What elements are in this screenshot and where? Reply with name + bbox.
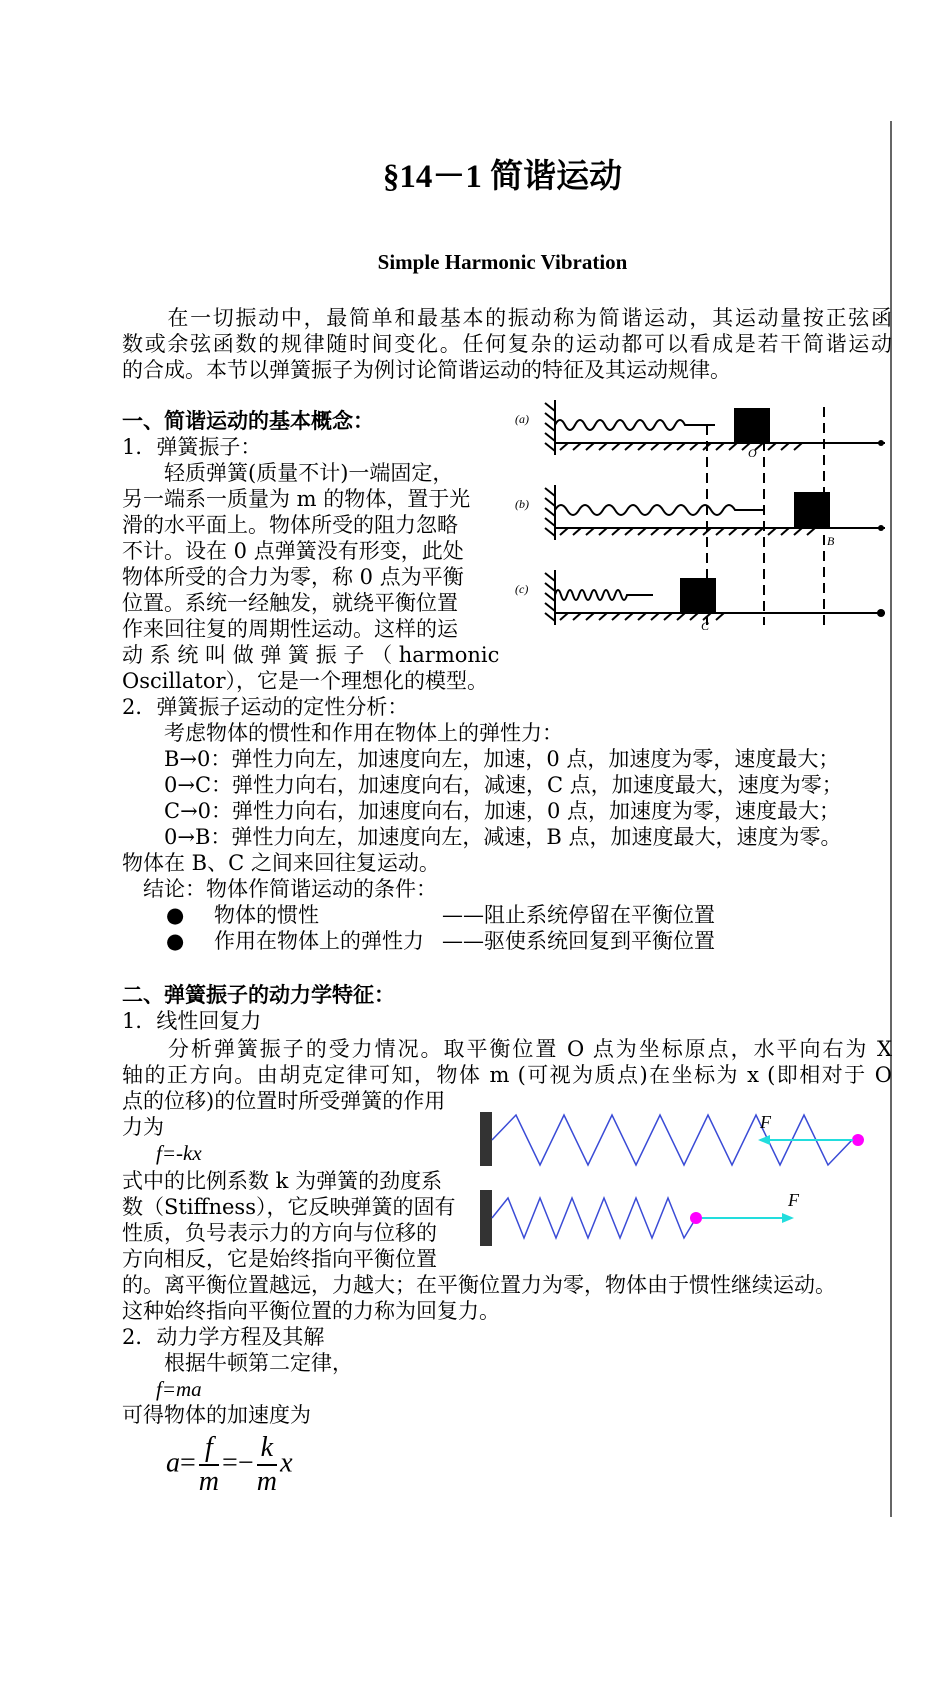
- analysis-line: 0→C：弹性力向右，加速度向右，减速，C 点，加速度最大，速度为零；: [122, 773, 843, 797]
- bullet-dot: ●: [166, 929, 185, 953]
- restoring-para-line: 数（Stiffness），它反映弹簧的固有: [122, 1195, 456, 1219]
- section2-sub2: 2．动力学方程及其解: [122, 1325, 325, 1349]
- bullet-desc: ——阻止系统停留在平衡位置: [442, 903, 715, 927]
- formula-m: m: [198, 1466, 220, 1497]
- figure-label-b-point: B: [827, 534, 835, 548]
- between-text: 物体在 B、C 之间来回往复运动。: [122, 851, 440, 875]
- page-title: §14－1 简谐运动: [382, 159, 623, 195]
- formula-x: x: [280, 1447, 293, 1479]
- newton-law: f=ma: [156, 1377, 202, 1401]
- formula-fraction-k-m: [257, 1432, 277, 1498]
- section2-heading: 二、弹簧振子的动力学特征：: [122, 982, 395, 1007]
- accel-intro: 可得物体的加速度为: [122, 1403, 311, 1427]
- section1-heading: 一、简谐运动的基本概念：: [122, 408, 374, 433]
- oscillator-para-line: 物体所受的合力为零，称 0 点为平衡: [122, 565, 464, 589]
- formula-m: m: [256, 1466, 277, 1497]
- restoring-para-line: 分析弹簧振子的受力情况。取平衡位置 O 点为坐标原点，水平向右为 X: [122, 1037, 892, 1061]
- analysis-line: C→0：弹性力向右，加速度向右，加速，0 点，加速度为零，速度最大；: [122, 799, 841, 823]
- newton-intro: 根据牛顿第二定律，: [122, 1351, 353, 1375]
- figure-label-c-point: C: [701, 619, 710, 633]
- restoring-para-line: 方向相反，它是始终指向平衡位置: [122, 1247, 437, 1271]
- section1-sub2: 2．弹簧振子运动的定性分析：: [122, 695, 409, 719]
- analysis-intro: 考虑物体的惯性和作用在物体上的弹性力：: [122, 721, 563, 745]
- figure-label-c: (c): [515, 582, 529, 596]
- oscillator-para-line: Oscillator），它是一个理想化的模型。: [122, 669, 489, 693]
- restoring-para-line: 力为: [122, 1115, 164, 1139]
- intro-line-3: 的合成。本节以弹簧振子为例讨论简谐运动的特征及其运动规律。: [122, 358, 731, 382]
- spring-force-figure: [478, 1110, 878, 1250]
- oscillator-para-line: 滑的水平面上。物体所受的阻力忽略: [122, 513, 458, 537]
- spring-oscillator-figure: [505, 395, 890, 657]
- restoring-para-line: 的。离平衡位置越远，力越大；在平衡位置力为零，物体由于惯性继续运动。: [122, 1273, 836, 1297]
- restoring-para-line: 这种始终指向平衡位置的力称为回复力。: [122, 1299, 500, 1323]
- bullet-item: 作用在物体上的弹性力: [214, 929, 424, 953]
- restoring-para-line: 轴的正方向。由胡克定律可知，物体 m (可视为质点)在坐标为 x (即相对于 O: [122, 1063, 892, 1087]
- bullet-dot: ●: [166, 903, 185, 927]
- acceleration-formula: a= $\frac{f}{m}$ =− $\frac{k}{m}$ x: [166, 1432, 293, 1497]
- analysis-line: 0→B：弹性力向左，加速度向左，减速，B 点，加速度最大，速度为零。: [122, 825, 842, 849]
- formula-k: k: [257, 1432, 277, 1466]
- intro-line-1: 在一切振动中，最简单和最基本的振动称为简谐运动，其运动量按正弦函: [122, 306, 892, 330]
- figure-label-o: O: [748, 446, 757, 460]
- oscillator-para-line: 不计。设在 0 点弹簧没有形变，此处: [122, 539, 464, 563]
- oscillator-para-line: 另一端系一质量为 m 的物体，置于光: [122, 487, 471, 511]
- oscillator-para-line: 作来回往复的周期性运动。这样的运: [122, 617, 458, 641]
- conclusion-text: 结论：物体作简谐运动的条件：: [122, 877, 437, 901]
- oscillator-para-line: 位置。系统一经触发，就绕平衡位置: [122, 591, 458, 615]
- oscillator-para-line: 轻质弹簧(质量不计)一端固定，: [122, 461, 454, 485]
- restoring-para-line: 式中的比例系数 k 为弹簧的劲度系: [122, 1169, 443, 1193]
- restoring-para-line: 性质，负号表示力的方向与位移的: [122, 1221, 437, 1245]
- section2-sub1: 1．线性回复力: [122, 1009, 262, 1033]
- bullet-desc: ——驱使系统回复到平衡位置: [442, 929, 715, 953]
- bullet-item: 物体的惯性: [214, 903, 319, 927]
- formula-a: a: [166, 1447, 180, 1479]
- page-subtitle: Simple Harmonic Vibration: [377, 250, 628, 274]
- intro-line-2: 数或余弦函数的规律随时间变化。任何复杂的运动都可以看成是若干简谐运动: [122, 332, 892, 356]
- oscillator-para-line: 动 系 统 叫 做 弹 簧 振 子 （ harmonic: [122, 643, 500, 667]
- force-label: F: [788, 1190, 799, 1210]
- analysis-line: B→0：弹性力向左，加速度向左，加速，0 点，加速度为零，速度最大；: [122, 747, 840, 771]
- restoring-para-line: 点的位移)的位置时所受弹簧的作用: [122, 1089, 446, 1113]
- hooke-law: f=-kx: [156, 1141, 202, 1165]
- formula-fraction-f-m: [199, 1432, 219, 1498]
- section1-sub1: 1．弹簧振子：: [122, 435, 262, 459]
- figure-label-a: (a): [515, 412, 529, 426]
- formula-f: f: [199, 1432, 219, 1466]
- figure-label-b: (b): [515, 497, 529, 511]
- force-label: F: [760, 1112, 771, 1132]
